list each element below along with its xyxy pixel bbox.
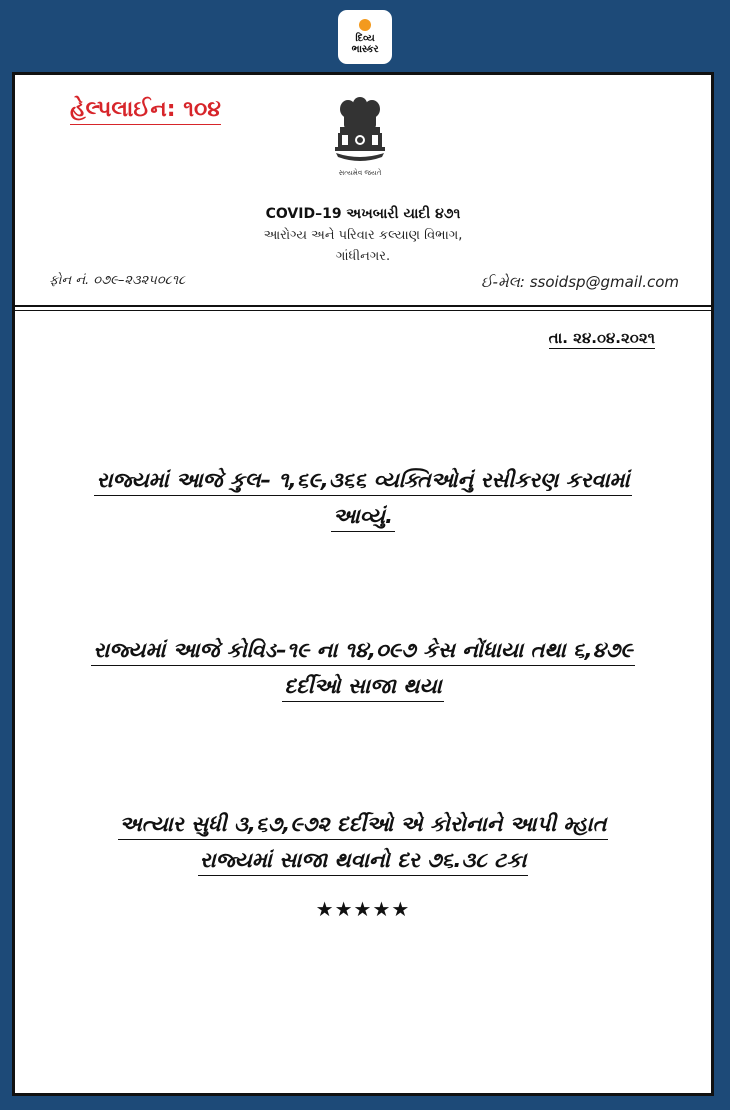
city-name: ગાંધીનગર. (335, 249, 391, 264)
vaccination-line-1: રાજ્યમાં આજે કુલ– ૧,૬૯,૩૬૬ વ્યક્તિઓનું રસીકરણ કરવામાં (94, 468, 631, 496)
release-heading (15, 203, 711, 267)
vaccination-paragraph (45, 463, 681, 534)
phone-number: ફોન નં. ૦૭૯–૨૩૨૫૦૮૧૮ (49, 273, 186, 288)
recovery-rate-line: રાજ્યમાં સાજા થવાનો દર ૭૬.૩૮ ટકા (198, 848, 529, 876)
press-release-sheet (12, 72, 714, 1096)
cases-line-2: દર્દીઓ સાજા થયા (282, 674, 443, 702)
header-divider (15, 305, 711, 311)
national-emblem-icon (330, 95, 390, 181)
cases-paragraph (45, 633, 681, 704)
recovered-line: અત્યાર સુધી ૩,૬૭,૯૭૨ દર્દીઓ એ કોરોનાને આપી મ્હાત (118, 812, 609, 840)
logo-line-1: દિવ્ય (355, 33, 375, 44)
cases-line-1: રાજ્યમાં આજે કોવિડ–૧૯ ના ૧૪,૦૯૭ કેસ નોંધાયા તથા ૬,૪૭૯ (91, 638, 634, 666)
helpline-number: હેલ્પલાઈન: ૧૦૪ (70, 97, 221, 125)
department-name: આરોગ્ય અને પરિવાર કલ્યાણ વિભાગ, (263, 228, 463, 243)
stars-divider: ★★★★★ (315, 897, 411, 921)
emblem-motto: સત્યમેવ જયતે (338, 169, 382, 177)
vaccination-line-2: આવ્યું. (331, 504, 395, 532)
divya-bhaskar-logo (338, 10, 392, 64)
recovery-paragraph (45, 807, 681, 878)
release-date: તા. ૨૪.૦૪.૨૦૨૧ (548, 329, 655, 347)
sun-icon (359, 19, 371, 31)
logo-line-2: ભાસ્કર (351, 44, 379, 55)
email-address: ઈ-મેલ: ssoidsp@gmail.com (480, 273, 679, 291)
release-title: COVID–19 અખબારી યાદી ૪૭૧ (265, 206, 461, 222)
